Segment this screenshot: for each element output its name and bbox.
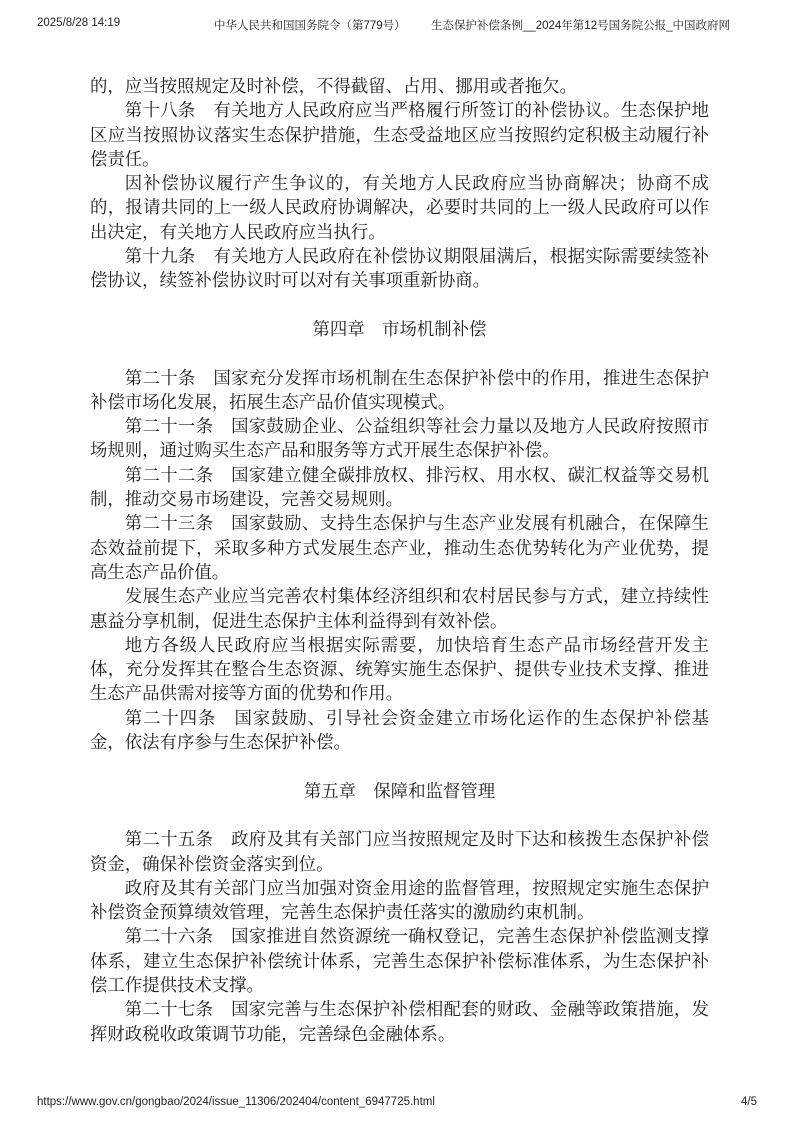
- paragraph: 第二十四条 国家鼓励、引导社会资金建立市场化运作的生态保护补偿基金，依法有序参与生态保护补偿。: [90, 707, 709, 753]
- print-header: [0, 17, 793, 33]
- paragraph: 因补偿协议履行产生争议的，有关地方人民政府应当协商解决；协商不成的，报请共同的上一级人民政府协调解决，必要时共同的上一级人民政府可以作出决定，有关地方人民政府应当执行。: [90, 173, 709, 242]
- paragraph: 第二十五条 政府及其有关部门应当按照规定及时下达和核拨生态保护补偿资金，确保补偿资金落实到位。: [90, 829, 709, 874]
- header-datetime: 2025/8/28 14:19: [37, 17, 121, 29]
- document-body: [90, 74, 709, 1046]
- paragraph: 第二十条 国家充分发挥市场机制在生态保护补偿中的作用，推进生态保护补偿市场化发展，拓展生态产品价值实现模式。: [90, 367, 709, 412]
- paragraph: 第二十二条 国家建立健全碳排放权、排污权、用水权、碳汇权益等交易机制，推动交易市场建设，完善交易规则。: [90, 464, 709, 510]
- header-decree-title: 中华人民共和国国务院令（第779号）: [214, 20, 406, 32]
- footer-page-indicator: 4/5: [741, 1096, 757, 1108]
- paragraph: 第十九条 有关地方人民政府在补偿协议期限届满后，根据实际需要续签补偿协议，续签补偿协议时可以对有关事项重新协商。: [90, 246, 709, 291]
- footer-url: https://www.gov.cn/gongbao/2024/issue_11306/202404/content_6947725.html: [37, 1096, 435, 1108]
- paragraph: 第二十六条 国家推进自然资源统一确权登记，完善生态保护补偿监测支撑体系，建立生态保护补偿统计体系，完善生态保护补偿标准体系，为生态保护补偿工作提供技术支撑。: [90, 926, 709, 995]
- paragraph: 的，应当按照规定及时补偿，不得截留、占用、挪用或者拖欠。: [90, 76, 577, 96]
- chapter-heading: 第五章 保障和监督管理: [303, 780, 496, 801]
- print-footer: [0, 1093, 793, 1108]
- paragraph: 地方各级人民政府应当根据实际需要，加快培育生态产品市场经营开发主体，充分发挥其在整合生态资源、统筹实施生态保护、提供专业技术支撑、推进生态产品供需对接等方面的优势和作用。: [90, 634, 709, 704]
- paragraph: 第十八条 有关地方人民政府应当严格履行所签订的补偿协议。生态保护地区应当按照协议落实生态保护措施，生态受益地区应当按照约定积极主动履行补偿责任。: [90, 100, 709, 169]
- paragraph: 发展生态产业应当完善农村集体经济组织和农村居民参与方式，建立持续性惠益分享机制，促进生态保护主体利益得到有效补偿。: [90, 586, 709, 631]
- chapter-heading: 第四章 市场机制补偿: [312, 318, 487, 339]
- paragraph: 政府及其有关部门应当加强对资金用途的监督管理，按照规定实施生态保护补偿资金预算绩效管理，完善生态保护责任落实的激励约束机制。: [90, 877, 709, 923]
- paragraph: 第二十七条 国家完善与生态保护补偿相配套的财政、金融等政策措施，发挥财政税收政策调节功能，完善绿色金融体系。: [90, 999, 709, 1044]
- header-page-title: 生态保护补偿条例__2024年第12号国务院公报_中国政府网: [430, 20, 730, 32]
- paragraph: 第二十一条 国家鼓励企业、公益组织等社会力量以及地方人民政府按照市场规则，通过购买生态产品和服务等方式开展生态保护补偿。: [90, 416, 709, 461]
- paragraph: 第二十三条 国家鼓励、支持生态保护与生态产业发展有机融合，在保障生态效益前提下，采取多种方式发展生态产业，推动生态优势转化为产业优势，提高生态产品价值。: [90, 513, 709, 582]
